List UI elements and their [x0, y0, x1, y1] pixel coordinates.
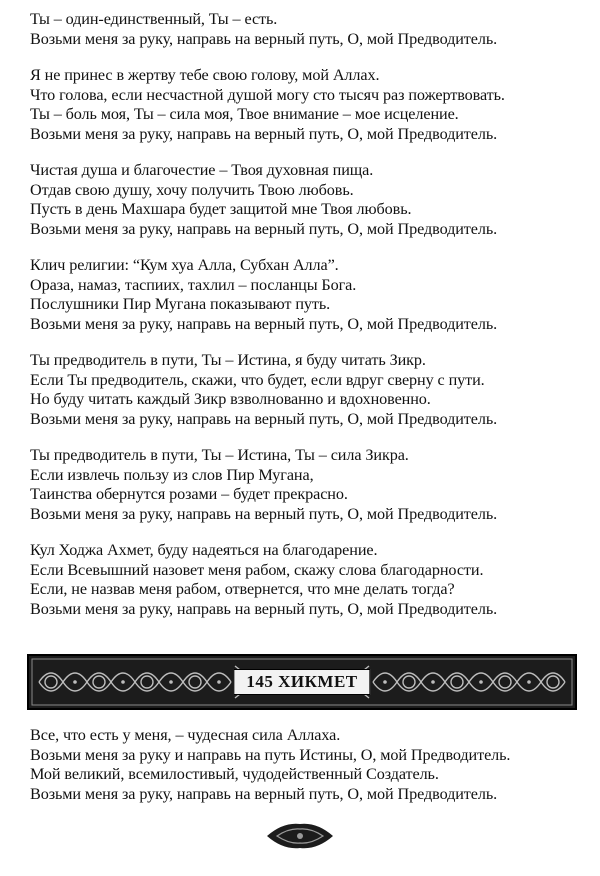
poem-line: Если Всевышний назовет меня рабом, скажу слова благодарности.	[30, 560, 484, 579]
poem-line: Ты – один-единственный, Ты – есть.	[30, 10, 278, 28]
poem-line: Но буду читать каждый Зикр взволнованно и вдохновенно.	[30, 390, 431, 408]
poem-line: Возьми меня за руку и направь на путь Истины, О, мой Предводитель.	[30, 745, 511, 764]
poem-line: Отдав свою душу, хочу получить Твою любовь.	[30, 180, 354, 199]
poem-refrain: Возьми меня за руку, направь на верный путь, О, мой Предводитель.	[30, 504, 498, 523]
poem-line: Таинства обернутся розами – будет прекрасно.	[30, 485, 348, 503]
poem-refrain: Возьми меня за руку, направь на верный путь, О, мой Предводитель.	[30, 29, 498, 48]
poem-line: Я не принес в жертву тебе свою голову, мой Аллах.	[30, 66, 380, 84]
section-title: 145 ХИКМЕТ	[233, 669, 370, 695]
final-stanza	[30, 726, 590, 804]
poem-line: Чистая душа и благочестие – Твоя духовная пища.	[30, 161, 374, 179]
poem-line: Ты предводитель в пути, Ты – Истина, я буду читать Зикр.	[30, 351, 426, 369]
poem-line: Если Ты предводитель, скажи, что будет, если вдруг сверну с пути.	[30, 370, 485, 389]
poem-refrain: Возьми меня за руку, направь на верный путь, О, мой Предводитель.	[30, 784, 498, 803]
poem-stanzas	[30, 10, 590, 636]
poem-line: Ораза, намаз, таспиих, тахлил – посланцы Бога.	[30, 275, 357, 294]
poem-refrain: Возьми меня за руку, направь на верный путь, О, мой Предводитель.	[30, 599, 498, 618]
section-banner	[27, 654, 577, 710]
stanza-2	[30, 66, 590, 144]
poem-refrain: Возьми меня за руку, направь на верный путь, О, мой Предводитель.	[30, 219, 498, 238]
stanza-6	[30, 446, 590, 524]
page-ornament-icon	[263, 820, 337, 857]
poem-line: Мой великий, всемилостивый, чудодейственный Создатель.	[30, 765, 439, 783]
stanza-3	[30, 161, 590, 239]
poem-line: Клич религии: “Кум хуа Алла, Субхан Алла”.	[30, 256, 339, 274]
poem-refrain: Возьми меня за руку, направь на верный путь, О, мой Предводитель.	[30, 314, 498, 333]
poem-line: Ты – боль моя, Ты – сила моя, Твое внимание – мое исцеление.	[30, 105, 459, 123]
poem-line: Что голова, если несчастной душой могу сто тысяч раз пожертвовать.	[30, 85, 505, 104]
poem-line: Кул Ходжа Ахмет, буду надеяться на благодарение.	[30, 541, 378, 559]
poem-line: Послушники Пир Мугана показывают путь.	[30, 295, 331, 313]
poem-refrain: Возьми меня за руку, направь на верный путь, О, мой Предводитель.	[30, 124, 498, 143]
poem-line: Если извлечь пользу из слов Пир Мугана,	[30, 465, 314, 484]
poem-line: Пусть в день Махшара будет защитой мне Твоя любовь.	[30, 200, 412, 218]
stanza-5	[30, 351, 590, 429]
stanza-7	[30, 541, 590, 619]
poem-line: Ты предводитель в пути, Ты – Истина, Ты – сила Зикра.	[30, 446, 409, 464]
stanza-4	[30, 256, 590, 334]
stanza-1	[30, 10, 590, 49]
poem-line: Если, не назвав меня рабом, отвернется, что мне делать тогда?	[30, 580, 455, 598]
poem-refrain: Возьми меня за руку, направь на верный путь, О, мой Предводитель.	[30, 409, 498, 428]
poem-line: Все, что есть у меня, – чудесная сила Аллаха.	[30, 726, 341, 744]
